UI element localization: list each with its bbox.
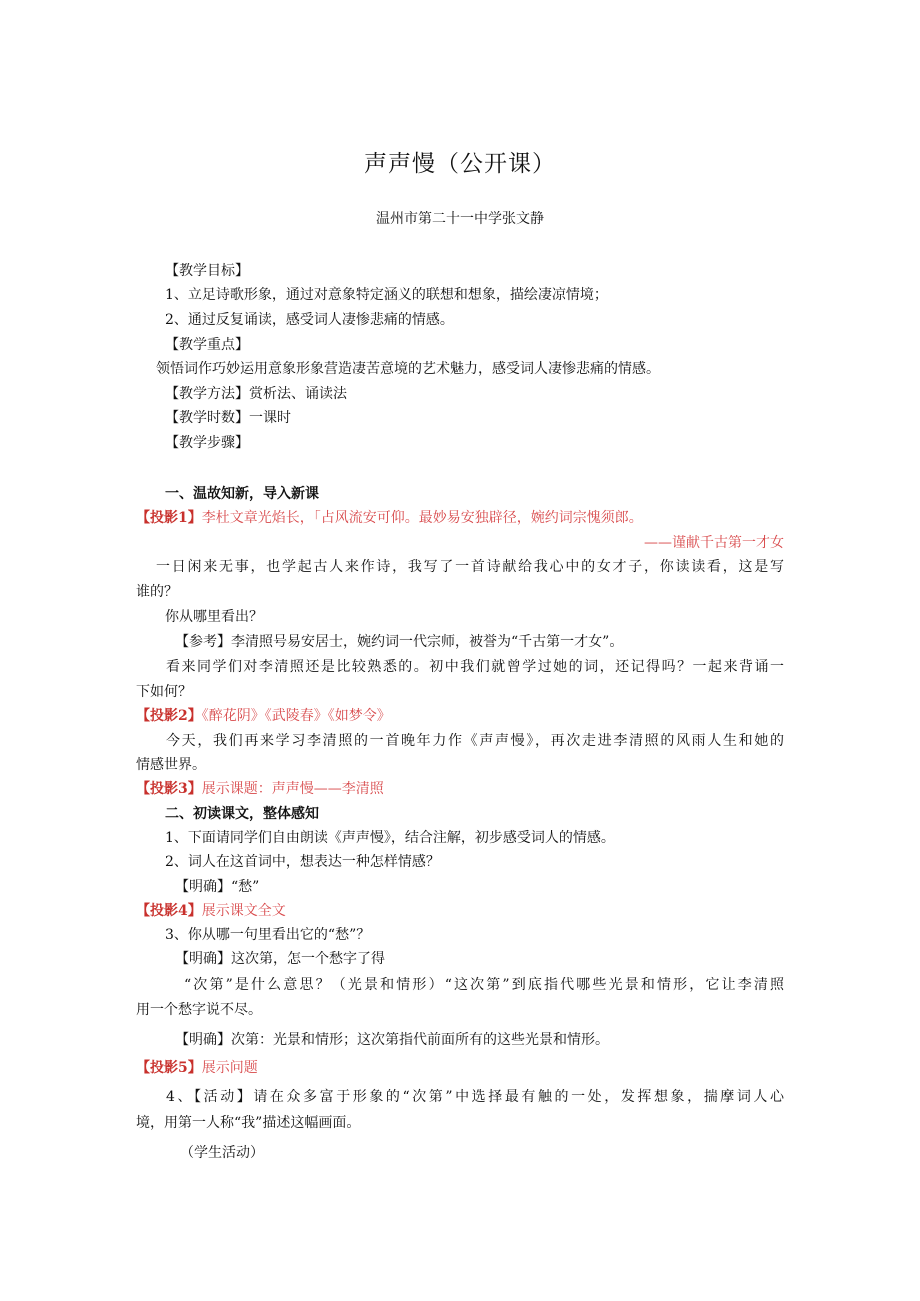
projection-5 [136, 1056, 258, 1080]
projection-4-text: 展示课文全文 [201, 903, 286, 919]
projection-4-label: 【投影4】 [136, 903, 202, 919]
objective-item-2: 2、通过反复诵读，感受词人凄惨悲痛的情感。 [165, 312, 454, 328]
projection-3-text: 展示课题：声声慢——李清照 [201, 781, 384, 797]
section2-item-4-line-1: 4、【活动】请在众多富于形象的“次第”中选择最有触的一处，发挥想象，揣摩词人心 [166, 1089, 784, 1105]
section2-item-1: 1、下面请同学们自由朗读《声声慢》，结合注解，初步感受词人的情感。 [165, 830, 615, 846]
paragraph-1-line-1: 一日闲来无事，也学起古人来作诗，我写了一首诗献给我心中的女才子，你读读看，这是写 [156, 559, 784, 575]
projection-1-label: 【投影1】 [136, 510, 202, 526]
clarify-2: 【明确】这次第，怎一个愁字了得 [175, 951, 385, 967]
projection-3-label: 【投影3】 [136, 781, 202, 797]
section2-heading: 二、初读课文，整体感知 [165, 806, 319, 822]
paragraph-4-line-2: 用一个愁字说不尽。 [136, 1002, 262, 1018]
clarify-3: 【明确】次第：光景和情形；这次第指代前面所有的这些光景和情形。 [175, 1032, 609, 1048]
section2-item-4-line-2: 境，用第一人称“我”描述这幅画面。 [136, 1115, 361, 1131]
paragraph-1-line-2: 谁的？ [136, 584, 178, 600]
keypoints-text: 领悟词作巧妙运用意象形象营造凄苦意境的艺术魅力，感受词人凄惨悲痛的情感。 [156, 361, 660, 377]
projection-5-label: 【投影5】 [136, 1060, 202, 1076]
document-author: 温州市第二十一中学张文静 [376, 211, 544, 227]
section2-item-2: 2、词人在这首词中，想表达一种怎样情感？ [165, 854, 440, 870]
paragraph-2-line-1: 看来同学们对李清照还是比较熟悉的。初中我们就曾学过她的词，还记得吗？一起来背诵一 [166, 659, 784, 675]
projection-1-signature: ——谨献千古第一才女 [644, 535, 784, 551]
teaching-method: 【教学方法】赏析法、诵读法 [165, 386, 347, 402]
section2-item-3: 3、你从哪一句里看出它的“愁”？ [165, 927, 371, 943]
paragraph-3-line-2: 情感世界。 [136, 757, 206, 773]
projection-1-text: 李杜文章光焰长，「占风流安可仰。最妙易安独辟径，婉约词宗愧须郎。 [201, 510, 643, 526]
clarify-1: 【明确】“愁” [175, 879, 260, 895]
paragraph-3-line-1: 今天，我们再来学习李清照的一首晚年力作《声声慢》，再次走进李清照的风雨人生和她的 [166, 733, 784, 749]
projection-5-text: 展示问题 [201, 1060, 258, 1076]
objectives-heading: 【教学目标】 [165, 263, 249, 279]
paragraph-2-line-2: 下如何？ [136, 684, 192, 700]
question-where: 你从哪里看出？ [165, 609, 263, 625]
projection-2 [136, 704, 391, 728]
reference-note: 【参考】李清照号易安居士，婉约词一代宗师，被誉为“千古第一才女”。 [175, 634, 624, 650]
projection-3 [136, 777, 384, 801]
projection-4 [136, 899, 286, 923]
teaching-steps-heading: 【教学步骤】 [165, 435, 249, 451]
projection-2-label: 【投影2】 [136, 708, 202, 724]
projection-2-text: 《醉花阴》《武陵春》《如梦令》 [201, 708, 391, 724]
projection-1 [136, 506, 643, 530]
teaching-hours: 【教学时数】一课时 [165, 410, 291, 426]
objective-item-1: 1、立足诗歌形象，通过对意象特定涵义的联想和想象，描绘凄凉情境； [165, 287, 608, 303]
student-activity: （学生活动） [180, 1145, 264, 1161]
document-title: 声声慢（公开课） [364, 151, 556, 177]
section1-heading: 一、温故知新，导入新课 [165, 486, 319, 502]
keypoints-heading: 【教学重点】 [165, 337, 249, 353]
paragraph-4-line-1: “次第”是什么意思？（光景和情形）“这次第”到底指代哪些光景和情形，它让李清照 [184, 977, 784, 993]
